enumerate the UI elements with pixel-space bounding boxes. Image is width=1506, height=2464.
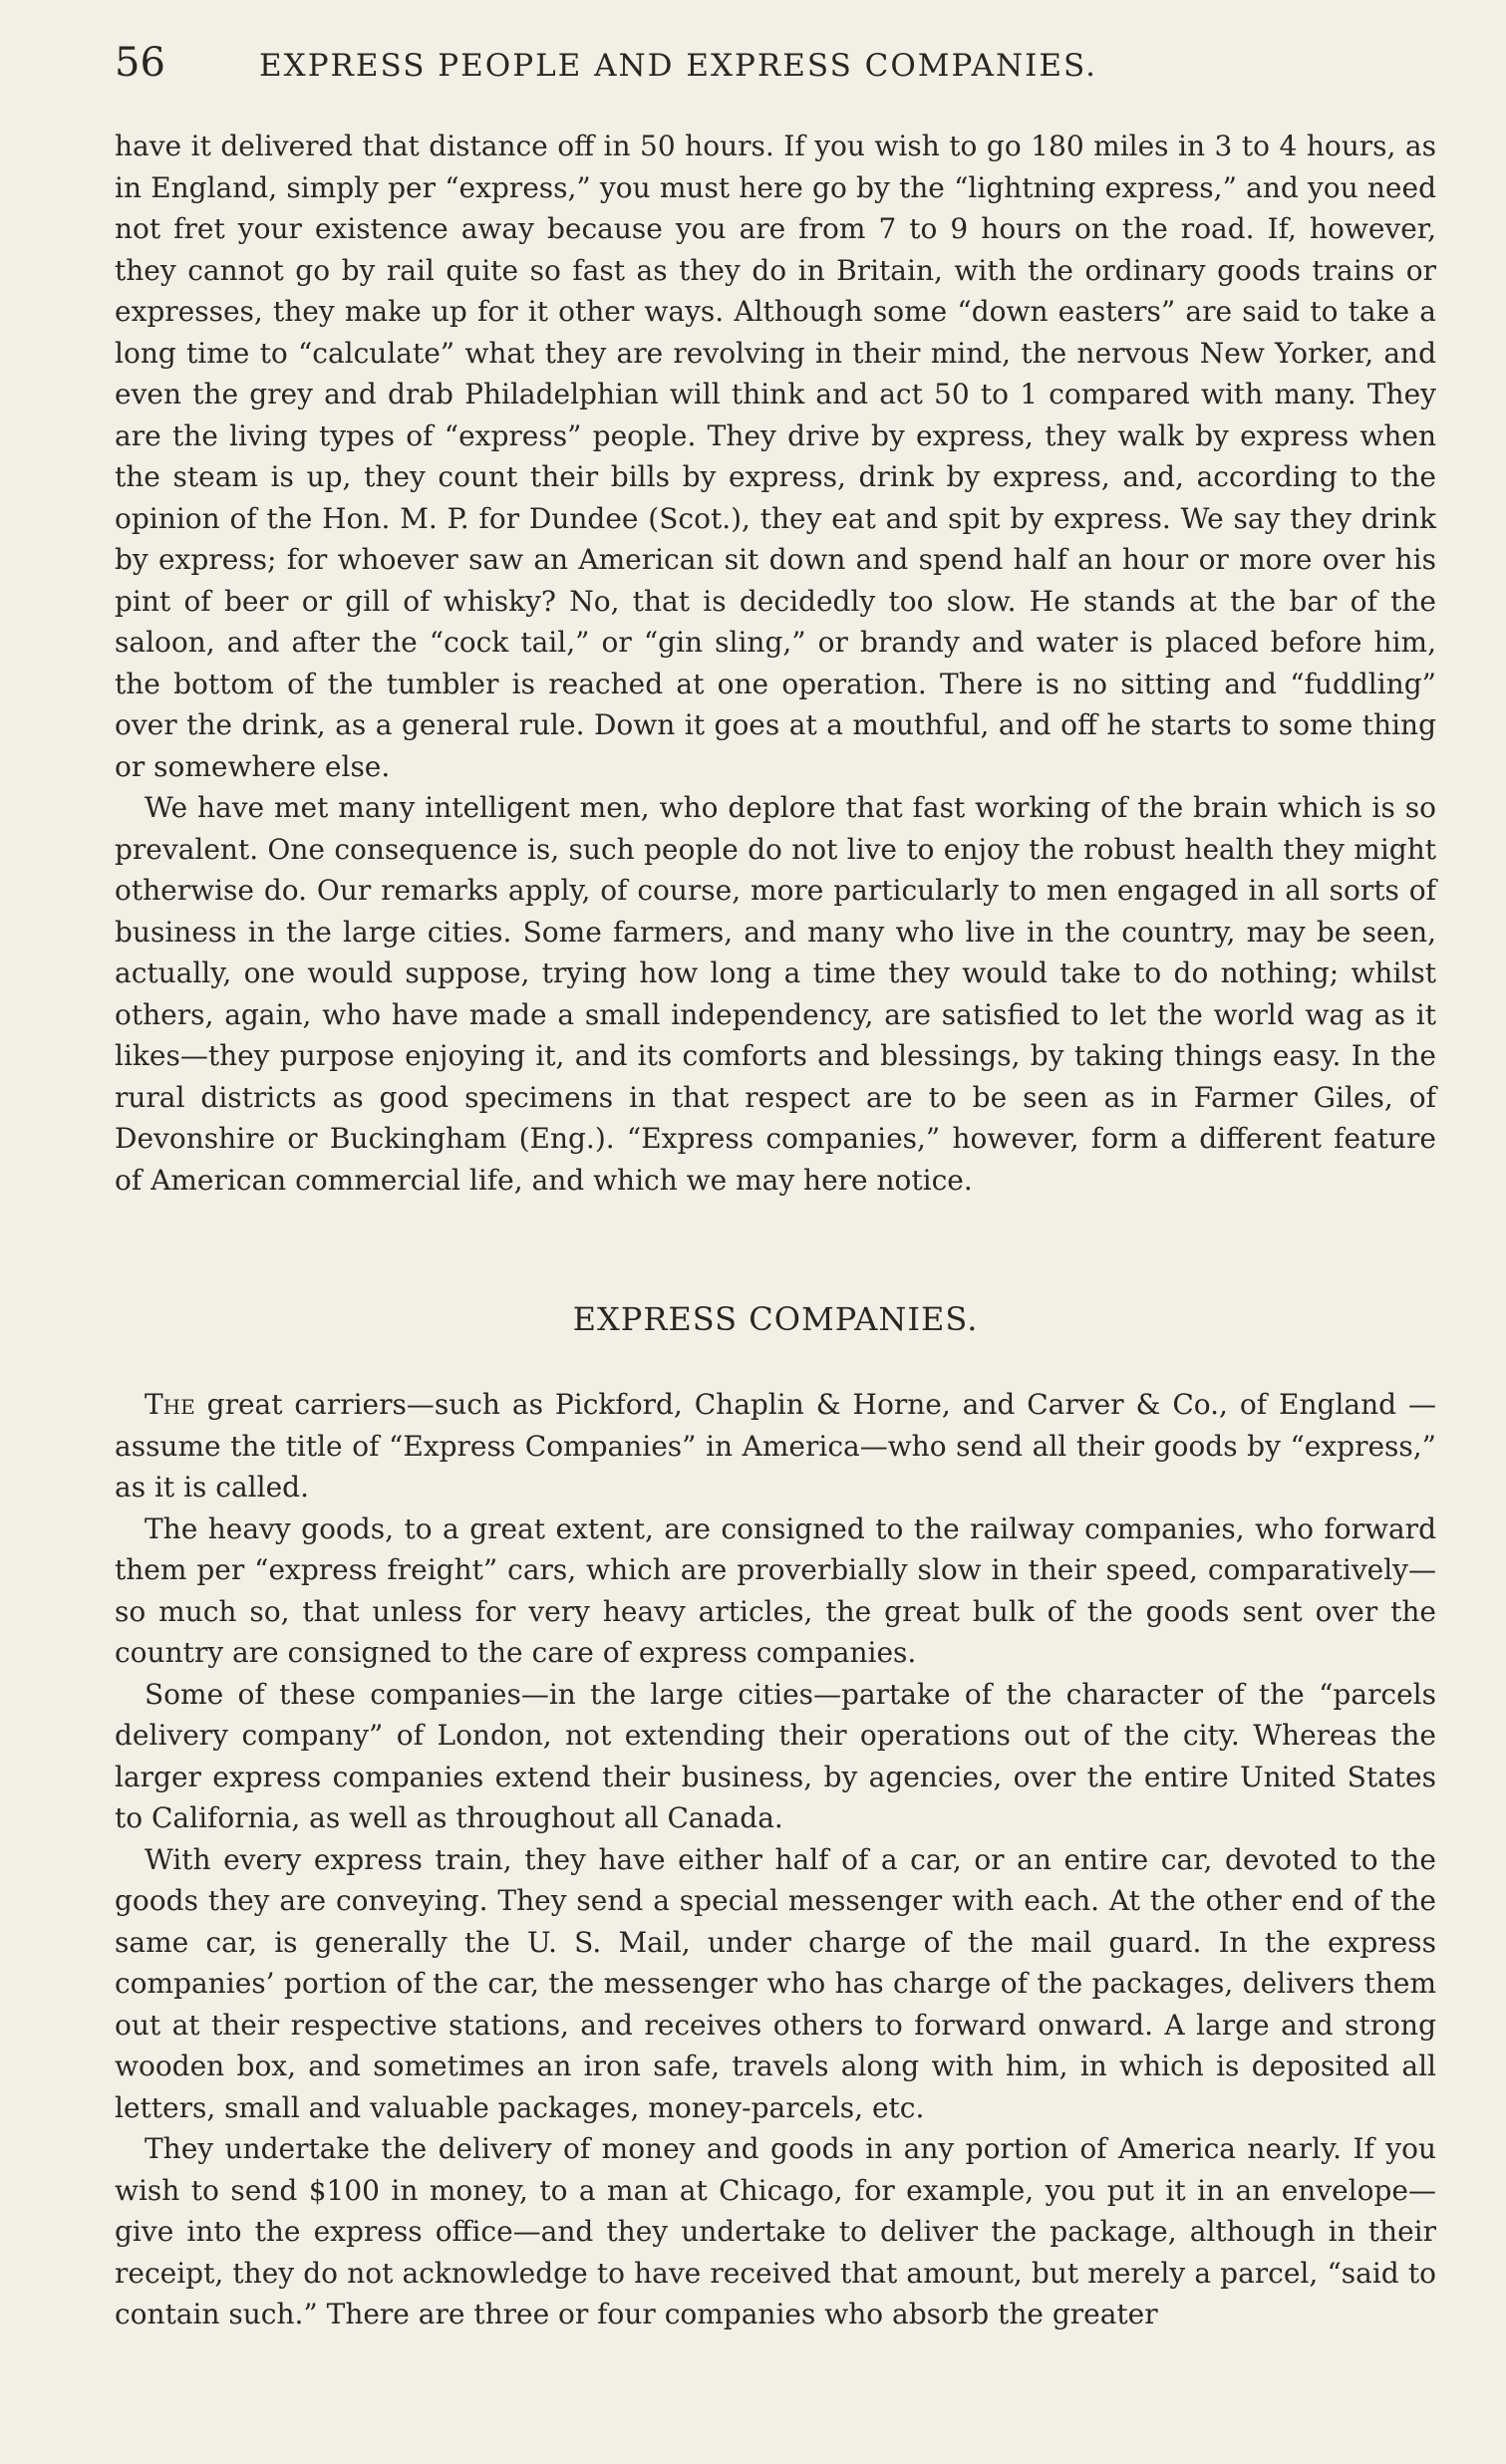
running-head: EXPRESS PEOPLE AND EXPRESS COMPANIES. [259, 48, 1097, 84]
body-paragraph [115, 1384, 1436, 1508]
body-paragraph: They undertake the delivery of money and goods in any portion of America nearly. If you wish to send $100 in money, to a man at Chicago, for example, you put it in an envelope—give into the express office—and they undertake to deliver the package, although in their receipt, they do not acknowledge to have received that amount, but merely a parcel, “said to contain such.” There are three or four companies who absorb the greater [115, 2132, 1436, 2330]
body-paragraph: With every express train, they have either half of a car, or an entire car, devoted to the goods they are conveying. They send a special messenger with each. At the other end of the same car, is generally the U. S. Mail, under charge of the mail guard. In the express companies’ portion of the car, the messenger who has charge of the packages, delivers them out at their respective stations, and receives others to forward onward. A large and strong wooden box, and sometimes an iron safe, travels along with him, in which is deposited all letters, small and valuable packages, money-parcels, etc. [115, 1842, 1436, 2124]
body-paragraph: The heavy goods, to a great extent, are consigned to the railway companies, who forward them per “express freight” cars, which are proverbially slow in their speed, comparatively—so much so, that unless for very heavy articles, the great bulk of the goods sent over the country are consigned to the care of express companies. [115, 1511, 1436, 1669]
lead-word: The [145, 1388, 195, 1421]
section-heading: EXPRESS COMPANIES. [572, 1300, 979, 1338]
page-number: 56 [115, 40, 165, 86]
body-paragraph: Some of these companies—in the large cities—partake of the character of the “parcels delivery company” of London, not extending their operations out of the city. Whereas the larger express companies extend their business, by agencies, over the entire United States to California, as well as throughout all Canada. [115, 1677, 1436, 1834]
section-express-companies [115, 1384, 1436, 2335]
paragraph-text: great carriers—such as Pickford, Chaplin & Horne, and Carver & Co., of England —assume the title of “Express Companies” in America—who send all their goods by “express,” as it is called. [115, 1388, 1436, 1504]
body-paragraph: have it delivered that distance off in 50 hours. If you wish to go 180 miles in 3 to 4 hours, as in England, simply per “express,” you must here go by the “lightning express,” and you need not fret your existence away because you are from 7 to 9 hours on the road. If, however, they cannot go by rail quite so fast as they do in Britain, with the ordinary goods trains or expresses, they make up for it other ways. Although some “down easters” are said to take a long time to “calculate” what they are revolving in their mind, the nervous New Yorker, and even the grey and drab Philadelphian will think and act 50 to 1 compared with many. They are the living types of “express” people. They drive by express, they walk by express when the steam is up, they count their bills by express, drink by express, and, according to the opinion of the Hon. M. P. for Dundee (Scot.), they eat and spit by express. We say they drink by express; for whoever saw an American sit down and spend half an hour or more over his pint of beer or gill of whisky? No, that is decidedly too slow. He stands at the bar of the saloon, and after the “cock tail,” or “gin sling,” or brandy and water is placed before him, the bottom of the tumbler is reached at one operation. There is no sitting and “fuddling” over the drink, as a general rule. Down it goes at a mouthful, and off he starts to some thing or somewhere else. [115, 130, 1436, 783]
body-paragraph: We have met many intelligent men, who deplore that fast working of the brain which is so prevalent. One consequence is, such people do not live to enjoy the robust health they might otherwise do. Our remarks apply, of course, more particularly to men engaged in all sorts of business in the large cities. Some farmers, and many who live in the country, may be seen, actually, one would suppose, trying how long a time they would take to do nothing; whilst others, again, who have made a small independency, are satisfied to let the world wag as it likes—they purpose enjoying it, and its comforts and blessings, by taking things easy. In the rural districts as good specimens in that respect are to be seen as in Farmer Giles, of Devonshire or Buckingham (Eng.). “Express companies,” however, form a different feature of American commercial life, and which we may here notice. [115, 791, 1436, 1197]
section-express-people [115, 126, 1436, 1201]
page-header [115, 40, 1436, 110]
